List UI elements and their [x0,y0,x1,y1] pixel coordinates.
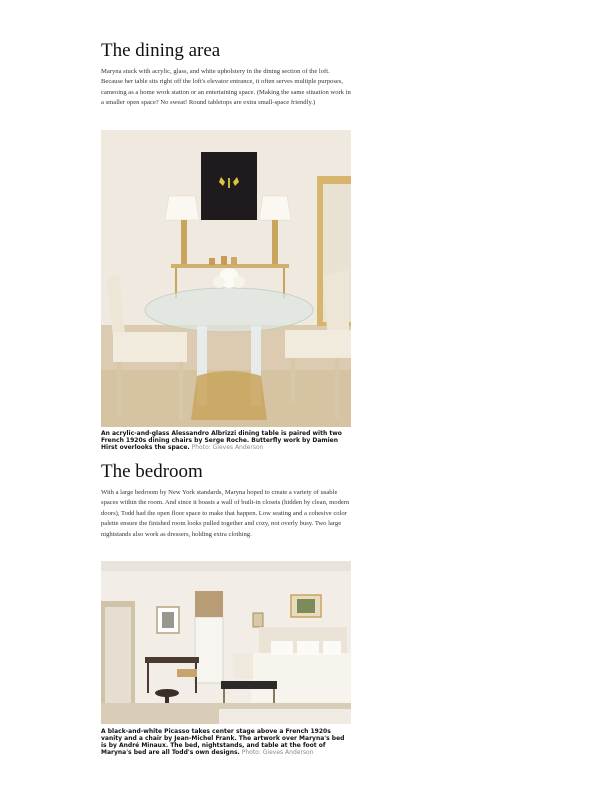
dining-paragraph: Maryna stuck with acrylic, glass, and white upholstery in the dining section of the loft. Because her table sits right off the loft's elevator entrance, it often serves multiple purposes, cameoing as a home work station or an entertaining space. (Making the same situation work in a smaller open space? No sweat! Round tabletops are extra small-space friendly.) [101,68,351,107]
bedroom-heading: The bedroom [101,461,203,482]
bedroom-photo-credit: Photo: Gieves Anderson [241,749,314,756]
dining-section [101,40,351,109]
bedroom-caption-block [101,728,351,756]
bedroom-caption: A black-and-white Picasso takes center stage above a French 1920s vanity and a chair by Jean-Michel Frank. The artwork over Maryna's bed is by André Minaux. The bed, nightstands, and table at the foot of Maryna's bed are all Todd's own designs. [101,728,345,756]
bedroom-paragraph: With a large bedroom by New York standards, Maryna hoped to create a variety of usable spaces within the room. And since it boasts a wall of built-in closets (hidden by clean, modern doors), Todd had the open floor space to make that happen. Low seating and a cohesive color palette ensure the finished room looks pulled together and cozy, not overly busy. Two large nightstands also work as dressers, holding extra clothing. [101,489,350,538]
dining-room-photo [101,130,351,427]
dining-heading: The dining area [101,40,221,61]
bedroom-section [101,461,351,540]
dining-caption-block [101,430,351,451]
dining-caption: An acrylic-and-glass Alessandro Albrizzi dining table is paired with two French 1920s dining chairs by Serge Roche. Butterfly work by Damien Hirst overlooks the space. [101,430,342,451]
bedroom-photo [101,561,351,724]
dining-photo-credit: Photo: Gieves Anderson [191,444,264,451]
